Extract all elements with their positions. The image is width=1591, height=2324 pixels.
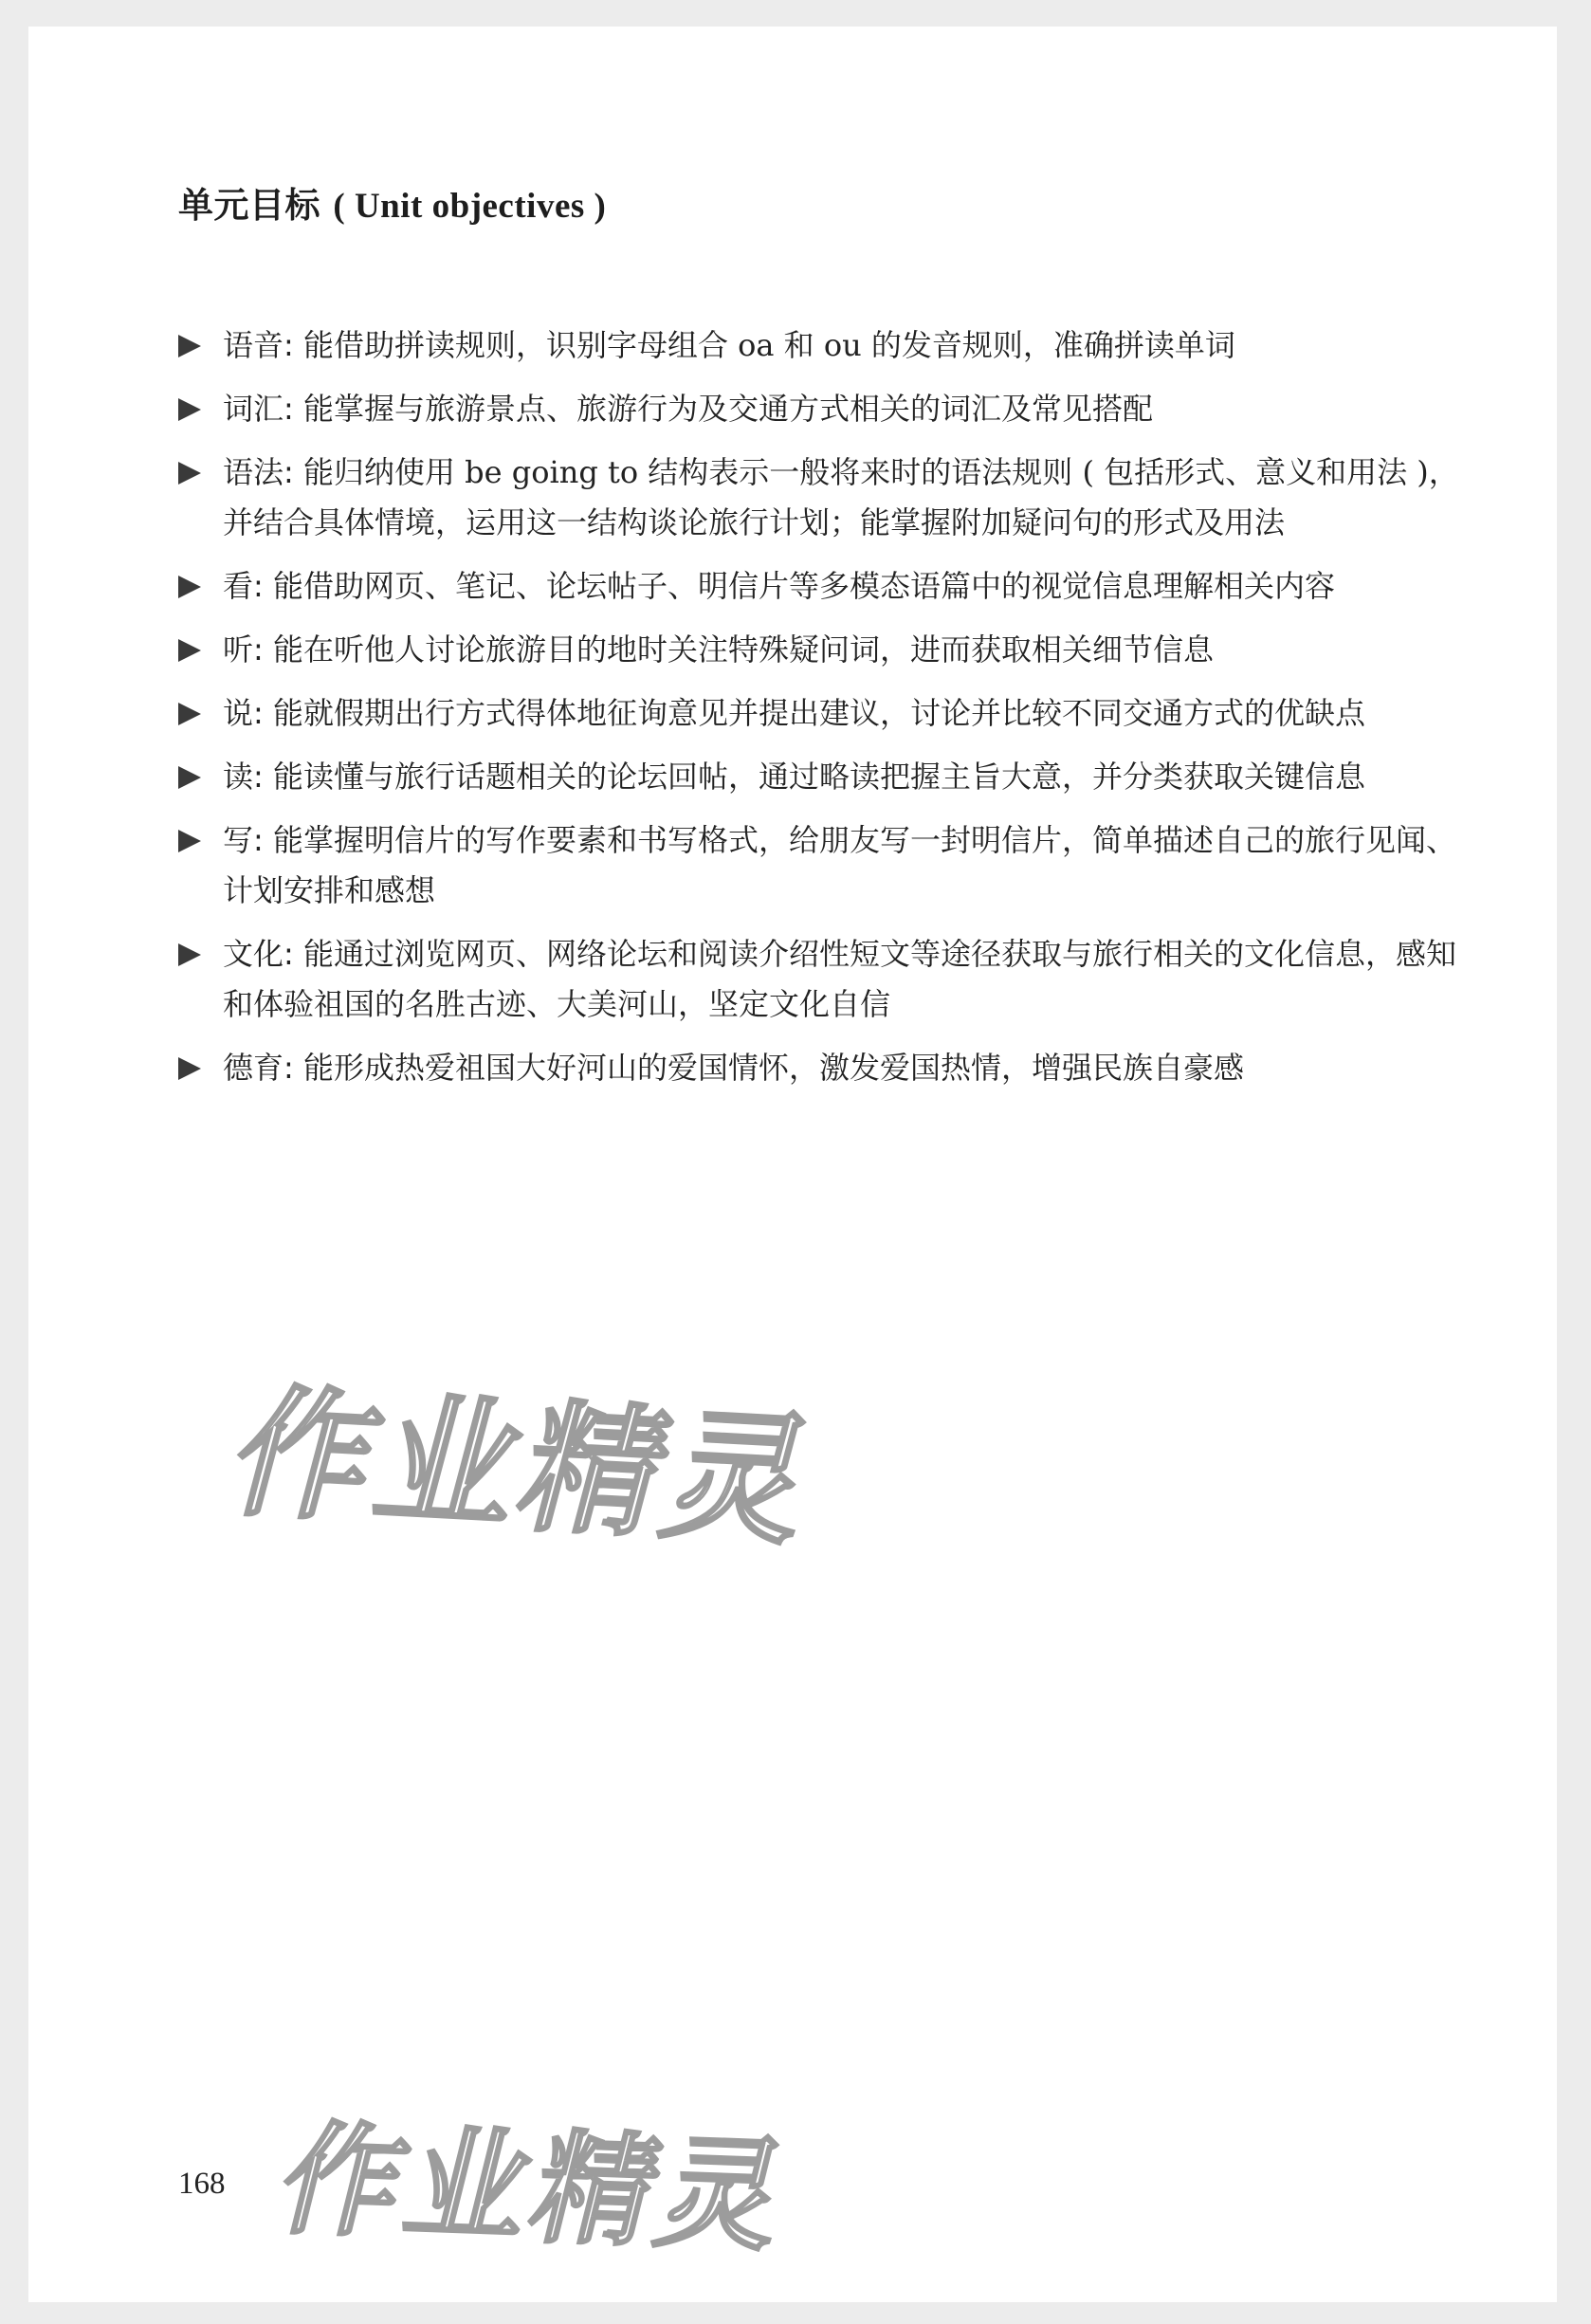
objective-text: 能归纳使用 be going to 结构表示一般将来时的语法规则 ( 包括形式、意义和用法 )，并结合具体情境，运用这一结构谈论旅行计划；能掌握附加疑问句的形式及用法 — [223, 454, 1459, 540]
triangle-bullet-icon — [178, 335, 201, 357]
triangle-bullet-icon — [178, 830, 201, 852]
objective-text: 能在听他人讨论旅游目的地时关注特殊疑问词，进而获取相关细节信息 — [272, 631, 1214, 668]
objective-item-vocabulary — [178, 384, 1468, 434]
objective-label: 语法: — [223, 454, 294, 490]
objective-label: 写: — [223, 822, 264, 858]
objective-label: 德育: — [223, 1050, 294, 1086]
watermark-logo-middle: 作业精灵 — [215, 1370, 836, 1565]
objective-label: 读: — [223, 759, 264, 795]
objective-label: 词汇: — [223, 391, 294, 427]
objective-text: 能掌握与旅游景点、旅游行为及交通方式相关的词汇及常见搭配 — [302, 391, 1153, 427]
objective-item-moral-education — [178, 1043, 1468, 1093]
section-title-en: ( Unit objectives ) — [333, 187, 607, 226]
objective-text: 能借助网页、笔记、论坛帖子、明信片等多模态语篇中的视觉信息理解相关内容 — [272, 568, 1335, 604]
section-title-zh: 单元目标 — [178, 184, 320, 226]
triangle-bullet-icon — [178, 576, 201, 598]
objective-label: 文化: — [223, 936, 294, 972]
objective-item-grammar — [178, 448, 1468, 548]
objective-label: 看: — [223, 568, 264, 604]
objectives-list — [178, 320, 1468, 1107]
triangle-bullet-icon — [178, 398, 201, 421]
objective-item-writing — [178, 815, 1468, 916]
objective-text: 能借助拼读规则，识别字母组合 oa 和 ou 的发音规则，准确拼读单词 — [302, 327, 1235, 363]
objective-item-pronunciation — [178, 320, 1468, 371]
objective-label: 语音: — [223, 327, 294, 363]
triangle-bullet-icon — [178, 703, 201, 725]
objective-item-reading — [178, 752, 1468, 802]
objective-item-viewing — [178, 561, 1468, 612]
triangle-bullet-icon — [178, 462, 201, 485]
objective-item-culture — [178, 929, 1468, 1030]
objective-text: 能就假期出行方式得体地征询意见并提出建议，讨论并比较不同交通方式的优缺点 — [272, 695, 1365, 731]
objective-text: 能掌握明信片的写作要素和书写格式，给朋友写一封明信片，简单描述自己的旅行见闻、计划安排和感想 — [223, 822, 1456, 908]
watermark-logo-bottom: 作业精灵 — [265, 2109, 806, 2269]
triangle-bullet-icon — [178, 1057, 201, 1080]
section-title — [178, 176, 606, 228]
objective-item-listening — [178, 625, 1468, 675]
triangle-bullet-icon — [178, 766, 201, 789]
objective-item-speaking — [178, 688, 1468, 739]
page-number: 168 — [178, 2167, 226, 2201]
objective-label: 听: — [223, 631, 264, 668]
objective-label: 说: — [223, 695, 264, 731]
triangle-bullet-icon — [178, 639, 201, 662]
objective-text: 能读懂与旅行话题相关的论坛回帖，通过略读把握主旨大意，并分类获取关键信息 — [272, 759, 1365, 795]
objective-text: 能通过浏览网页、网络论坛和阅读介绍性短文等途径获取与旅行相关的文化信息，感知和体验祖国的名胜古迹、大美河山，坚定文化自信 — [223, 936, 1456, 1022]
triangle-bullet-icon — [178, 943, 201, 966]
objective-text: 能形成热爱祖国大好河山的爱国情怀，激发爱国热情，增强民族自豪感 — [302, 1050, 1244, 1086]
